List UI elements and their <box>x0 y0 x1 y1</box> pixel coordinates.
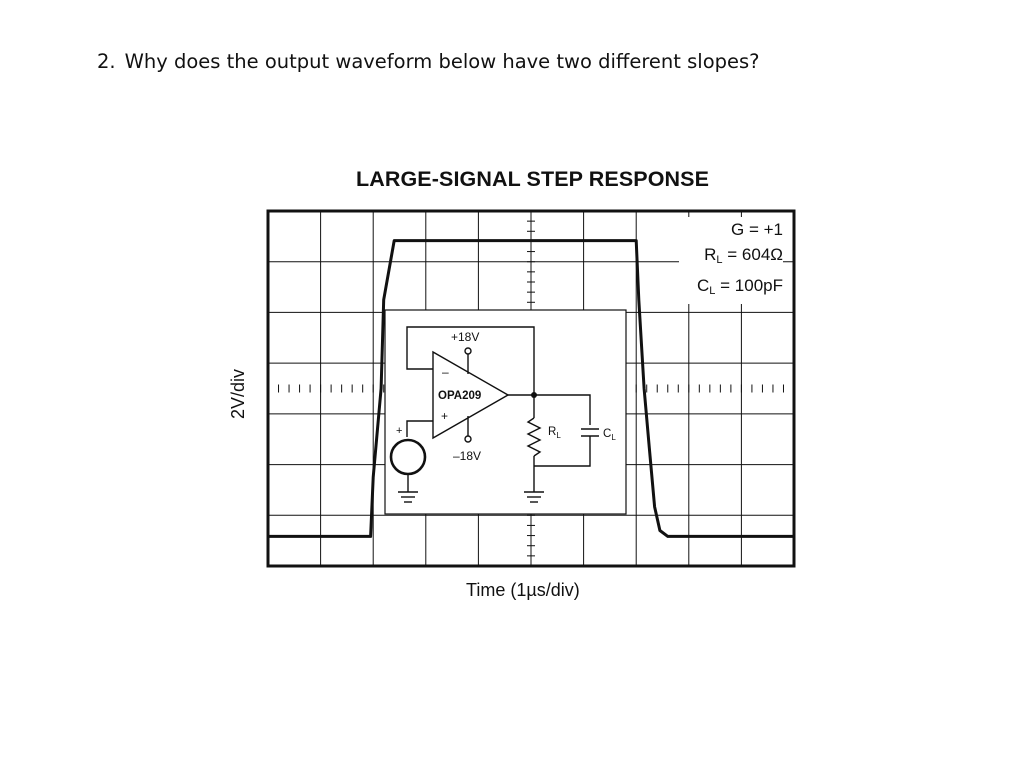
vneg-terminal <box>465 436 471 442</box>
cl-param: $C_L = 100pF$ <box>697 276 783 297</box>
vpos-terminal <box>465 348 471 354</box>
cl-circuit-label: $C_L$ <box>603 428 616 442</box>
x-axis-label: Time (1µs/div) <box>466 580 580 600</box>
question-text: Why does the output waveform below have two different slopes? <box>124 50 760 73</box>
source-plus-sign: + <box>396 425 403 437</box>
rl-param: $R_L = 604\Omega$ <box>704 245 783 266</box>
figure-title: LARGE-SIGNAL STEP RESPONSE <box>356 167 710 191</box>
test-conditions <box>679 217 783 304</box>
y-axis-label: 2V/div <box>228 368 248 419</box>
opamp-label: OPA209 <box>438 390 482 402</box>
gain-param: G = +1 <box>731 220 783 239</box>
inverting-input-sign: – <box>442 365 449 379</box>
question-number: 2. <box>97 50 116 73</box>
rl-circuit-label: $R_L$ <box>548 426 561 440</box>
circuit-schematic <box>385 310 626 514</box>
vneg-label: –18V <box>453 449 482 463</box>
noninverting-input-sign: + <box>441 409 449 423</box>
vpos-label: +18V <box>451 330 480 344</box>
